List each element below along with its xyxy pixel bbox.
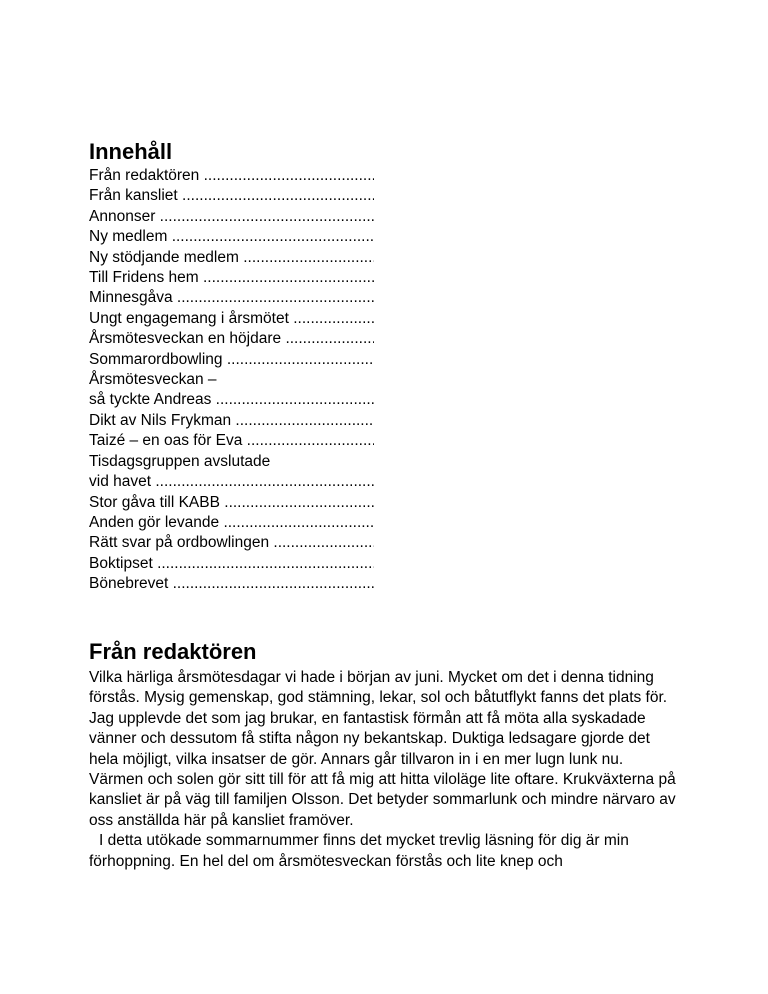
toc-item-label: Från kansliet [89, 187, 178, 205]
toc-item-label: Ny medlem [89, 228, 168, 246]
toc-item-label: Annonser [89, 207, 156, 225]
toc-item [89, 268, 374, 288]
toc-item-label: Stor gåva till KABB [89, 493, 220, 511]
toc-item-label: Rätt svar på ordbowlingen [89, 534, 270, 552]
toc-item [89, 513, 374, 533]
toc-leader-dots [167, 228, 374, 245]
toc-item-label: Till Fridens hem [89, 269, 199, 287]
toc-item [89, 472, 374, 492]
article-heading: Från redaktören [89, 639, 257, 664]
toc-leader-dots [281, 330, 374, 347]
toc-item [89, 554, 374, 574]
toc-item-label: vid havet [89, 473, 152, 491]
toc-leader-dots [168, 575, 374, 592]
toc-item [89, 390, 374, 410]
toc-leader-dots [211, 391, 374, 408]
toc-leader-dots [199, 167, 374, 184]
toc-leader-dots [289, 310, 374, 327]
toc-list [89, 166, 374, 595]
toc-item [89, 207, 374, 227]
toc-leader-dots [242, 432, 374, 449]
toc-item-label: Taizé – en oas för Eva [89, 432, 243, 450]
toc-item-label: Bönebrevet [89, 575, 169, 593]
article-paragraph: Vilka härliga årsmötesdagar vi hade i början av juni. Mycket om det i denna tidning förstås. Mysig gemenskap, god stämning, lekar, sol och båtutflykt fanns det plats för. Jag upplevde det som jag brukar, en fantastisk förmån att få möta alla syskadade vänner och dessutom få stifta någon ny bekantskap. Duktiga ledsagare gjorde det hela möjligt, vilka insatser de gör. Annars går tillvaron in i en mer lugn lunk nu. Värmen och solen gör sitt till för att få mig att hitta viloläge lite oftare. Krukväxterna på kansliet är på väg till familjen Olsson. Det betyder sommarlunk och mindre närvaro av oss anställda här på kansliet framöver. [89, 669, 676, 829]
toc-item [89, 166, 374, 186]
toc-item-label: så tyckte Andreas [89, 391, 212, 409]
toc-item [89, 411, 374, 431]
article-body [89, 668, 679, 872]
article-paragraph: I detta utökade sommarnummer finns det mycket trevlig läsning för dig är min förhoppning. En hel del om årsmötesveckan förstås och lite knep och [89, 832, 629, 870]
toc-item [89, 533, 374, 553]
toc-item [89, 452, 374, 472]
toc-item [89, 370, 374, 390]
toc-leader-dots [223, 351, 374, 368]
toc-item-label: Från redaktören [89, 167, 200, 184]
toc-leader-dots [239, 249, 374, 266]
toc-item-label: Boktipset [89, 554, 153, 572]
toc-leader-dots [151, 473, 374, 490]
toc-leader-dots [219, 514, 374, 531]
toc-leader-dots [178, 187, 374, 204]
toc-item-label: Ungt engagemang i årsmötet [89, 309, 289, 327]
document-page [89, 0, 689, 994]
toc-leader-dots [173, 289, 374, 306]
toc-item [89, 309, 374, 329]
toc-heading: Innehåll [89, 139, 173, 164]
toc-leader-dots [269, 534, 374, 551]
toc-item-label: Sommarordbowling [89, 350, 223, 368]
toc-leader-dots [199, 269, 374, 286]
toc-item-label: Årsmötesveckan en höjdare [89, 330, 282, 348]
toc-item [89, 574, 374, 594]
toc-item [89, 227, 374, 247]
toc-item [89, 493, 374, 513]
toc-item [89, 329, 374, 349]
toc-item-label: Dikt av Nils Frykman [89, 411, 232, 429]
toc-item [89, 288, 374, 308]
toc-item-label: Årsmötesveckan – [89, 371, 217, 389]
toc-item-label: Ny stödjande medlem [89, 248, 239, 266]
toc-leader-dots [153, 555, 374, 572]
toc-item-label: Tisdagsgruppen avslutade [89, 452, 271, 470]
toc-item [89, 186, 374, 206]
toc-item-label: Anden gör levande [89, 513, 220, 531]
toc-item [89, 248, 374, 268]
toc-item [89, 431, 374, 451]
toc-leader-dots [155, 208, 374, 225]
toc-leader-dots [231, 412, 374, 429]
toc-leader-dots [220, 494, 374, 511]
toc-item [89, 350, 374, 370]
toc-item-label: Minnesgåva [89, 289, 173, 307]
